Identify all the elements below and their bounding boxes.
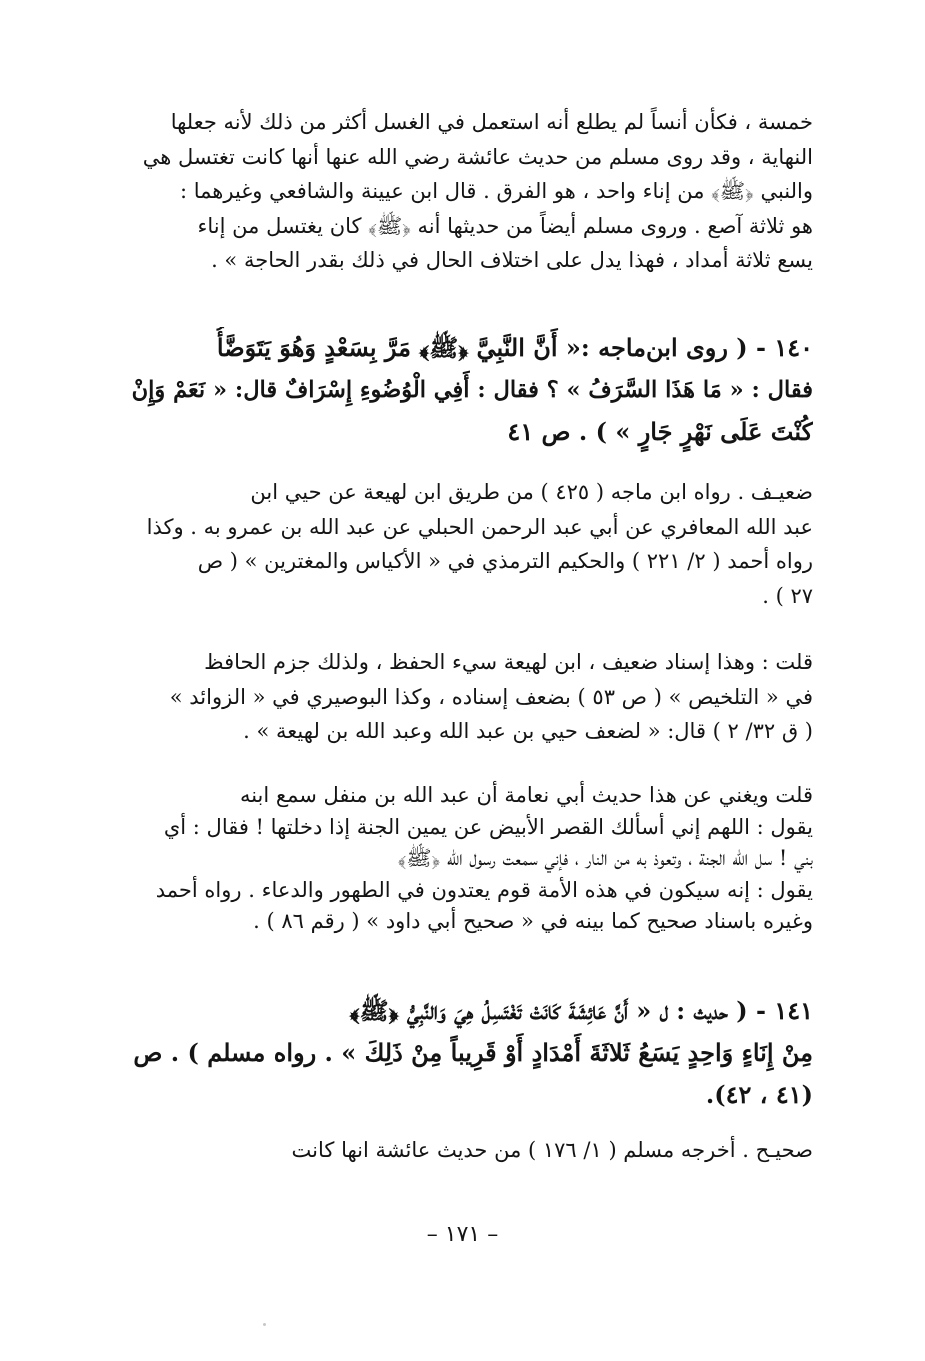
- alternative-hadith-paragraph: [128, 780, 813, 938]
- text-line: رواه أحمد ( ٢/ ٢٢١ ) والحكيم الترمذي في « الأكياس والمغترين » ( ص: [197, 549, 813, 573]
- text-line: يسع ثلاثة أمداد ، فهذا يدل على اختلاف الحال في ذلك بقدر الحاجة » .: [211, 248, 813, 272]
- text-line: هو ثلاثة آصع . وروى مسلم أيضاً من حديثها أنه ﴿ﷺ﴾ كان يغتسل من إناء: [197, 213, 813, 238]
- text-line: خمسة ، فكأن أنساً لم يطلع أنه استعمل في الغسل أكثر من ذلك لأنه جعلها: [170, 110, 813, 134]
- hadith-line: فقال : « مَا هَذَا السَّرَفُ » ؟ فقال : أَفِي الْوُضُوءِ إِسْرَافٌ قال: « نَعَمْ وَإِنْ: [131, 377, 813, 403]
- hadith-line: مِنْ إِنَاءٍ وَاحِدٍ يَسَعُ ثَلاثَةَ أَمْدَادٍ أَوْ قَرِيباً مِنْ ذَلِكَ » . رواه مسلم ) . ص: [133, 1038, 813, 1067]
- hadith-line: ١٤٠ - ( روى ابن‌ماجه :« أَنَّ النَّبِيَّ ﴿ﷺ﴾ مَرَّ بِسَعْدٍ وَهُوَ يَتَوَضَّأُ: [216, 333, 813, 362]
- text-line: صحيـح . أخرجه مسلم ( ١/ ١٧٦ ) من حديث عائشة انها كانت: [291, 1138, 813, 1162]
- text-line: يقول : اللهم إني أسألك القصر الأبيض عن يمين الجنة إذا دخلتها ! فقال : أي: [163, 814, 813, 839]
- text-line: ( ق ٣٢/ ٢ ) قال: « لضعف حيي بن عبد الله وعبد الله بن لهيعة » .: [243, 719, 813, 743]
- intro-paragraph: [128, 105, 813, 278]
- page-number: – ١٧١ –: [426, 1222, 499, 1247]
- hadith-140-grading-paragraph: [128, 475, 813, 613]
- text-line: يقول : إنه سيكون في هذه الأمة قوم يعتدون في الطهور والدعاء . رواه أحمد: [155, 877, 813, 902]
- hadith-line: كُنْتَ عَلَى نَهْرٍ جَارٍ » ) . ص ٤١: [507, 417, 813, 446]
- text-line: وغيره باسناد صحيح كما بينه في « صحيح أبي داود » ( رقم ٨٦ ) .: [253, 909, 813, 933]
- hadith-140-paragraph: [128, 327, 813, 453]
- text-line: عبد الله المعافري عن أبي عبد الرحمن الحبلي عن عبد الله بن عمرو به . وكذا: [146, 514, 813, 539]
- text-line: في « التلخيص » ( ص ٥٣ ) بضعف إسناده ، وكذا البوصيري في « الزوائد »: [169, 684, 813, 709]
- text-line: ضعيـف . رواه ابن ماجه ( ٤٢٥ ) من طريق ابن لهيعة عن حيي ابن: [250, 480, 813, 504]
- hadith-141-grading-paragraph: [128, 1133, 813, 1168]
- text-line: قلت ويغني عن هذا حديث أبي نعامة أن عبد الله بن منفل سمع ابنه: [239, 783, 813, 807]
- text-line: والنبي ﴿ﷺ﴾ من إناء واحد ، هو الفرق . قال ابن عيينة والشافعي وغيرهما :: [180, 179, 813, 203]
- scan-speck: [263, 1323, 266, 1326]
- hadith-141-paragraph: [128, 990, 813, 1116]
- text-line: بني ! سل الله الجنة ، وتعوذ به من النار ، فإني سمعت رسول الله ﴿ﷺ﴾: [397, 846, 813, 870]
- text-line: ٢٧ ) .: [762, 583, 813, 608]
- text-line: قلت : وهذا إسناد ضعيف ، ابن لهيعة سيء الحفظ ، ولذلك جزم الحافظ: [204, 650, 813, 674]
- hadith-line: (٤١ ، ٤٢).: [705, 1080, 813, 1109]
- hadith-line: ١٤١ - ( حديث : ل « أَنَّ عَائِشَةَ كَانَتْ تَغْتَسِلُ هِيَ وَالنَّبِيُّ ﴿ﷺ﴾: [349, 996, 813, 1025]
- isnad-comment-paragraph: [128, 645, 813, 749]
- text-line: النهاية ، وقد روى مسلم من حديث عائشة رضي الله عنها أنها كانت تغتسل هي: [142, 144, 813, 169]
